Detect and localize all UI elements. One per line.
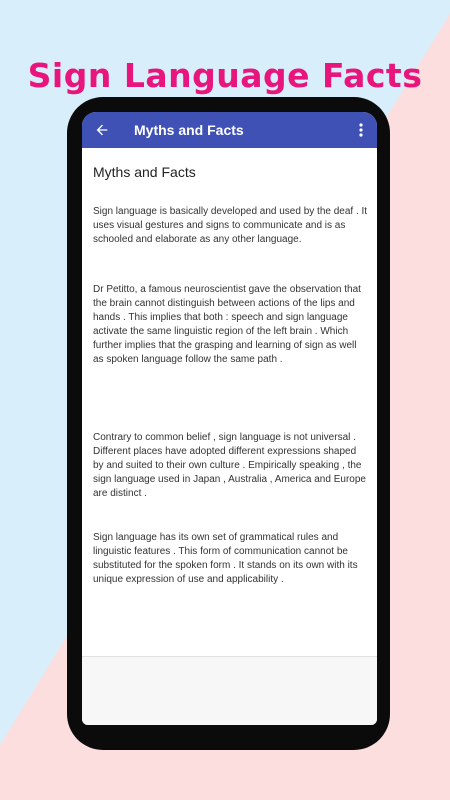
fact-paragraph: Dr Petitto, a famous neuroscientist gave the observation that the brain cannot distinguish between actions of the lips and hands . This implies that both : speech and sign language activate the same linguistic region of the left brain . Which further implies that the grasping and learning of sign as well as spoken language follow the same path . — [93, 284, 361, 365]
app-screen — [82, 112, 377, 725]
promo-headline: Sign Language Facts — [27, 56, 423, 95]
more-vert-icon — [359, 123, 363, 137]
page-title: Myths and Facts — [93, 164, 196, 180]
fact-paragraph: Sign language has its own set of grammatical rules and linguistic features . This form of communication cannot be substituted for the spoken form . It stands on its own with its unique expression of use and applicability . — [93, 532, 358, 585]
overflow-menu-button[interactable] — [353, 118, 369, 142]
arrow-back-icon — [94, 122, 110, 138]
facts-content — [82, 148, 377, 656]
back-button[interactable] — [90, 118, 114, 142]
bottom-area — [82, 657, 377, 725]
app-bar-title: Myths and Facts — [134, 122, 244, 138]
fact-paragraph: Sign language is basically developed and used by the deaf . It uses visual gestures and signs to communicate and is as schooled and elaborate as any other language. — [93, 206, 368, 245]
fact-paragraph: Contrary to common belief , sign language is not universal . Different places have adopted different expressions shaped by and suited to their own culture . Empirically speaking , the sign language used in Japan , Australia , America and Europe are distinct . — [93, 432, 366, 499]
app-bar — [82, 112, 377, 148]
